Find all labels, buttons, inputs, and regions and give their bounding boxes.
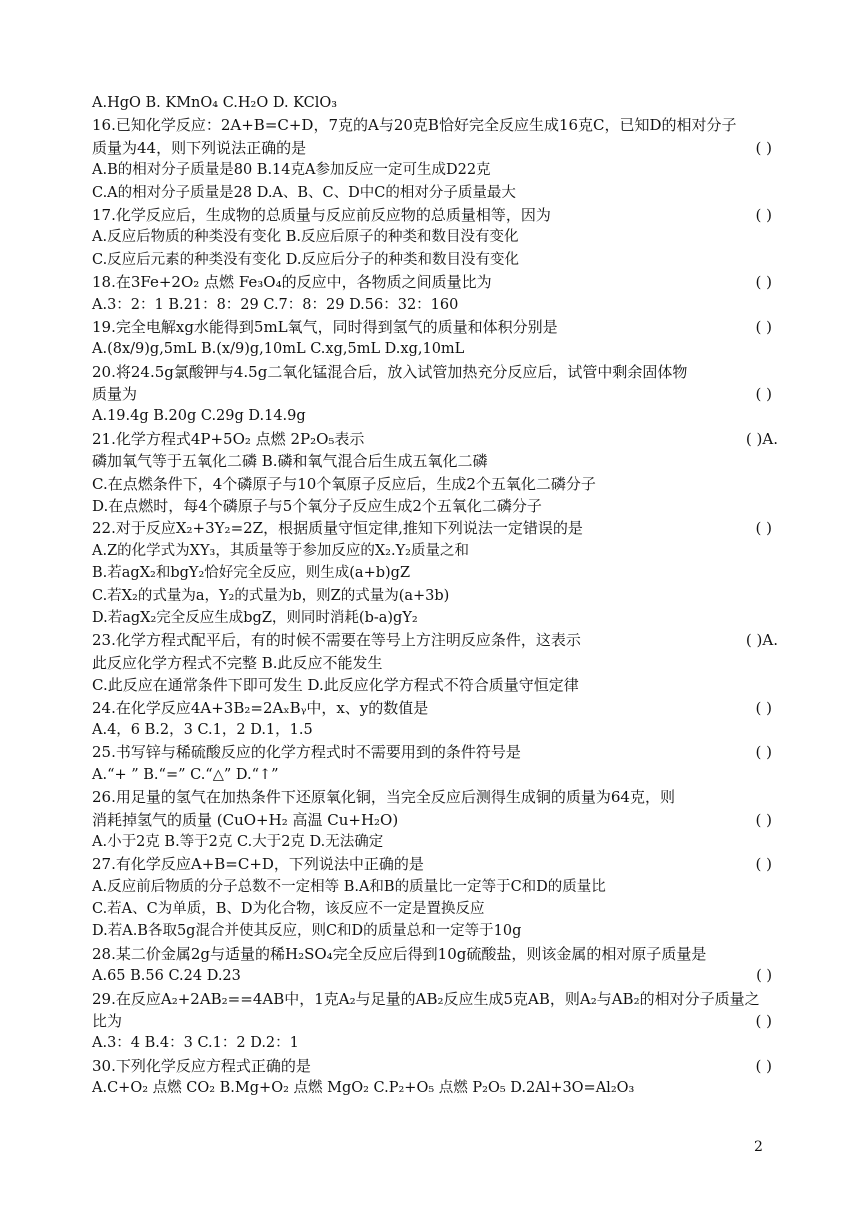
text-line — [92, 585, 772, 607]
line-text: 21.化学方程式4P+5O₂ 点燃 2P₂O₅表示 — [92, 429, 365, 448]
line-text: A.3：4 B.4：3 C.1：2 D.2：1 — [92, 1035, 299, 1052]
text-line — [92, 898, 772, 920]
line-text: D.若A.B各取5g混合并使其反应，则C和D的质量总和一定等于10g — [92, 923, 522, 940]
line-text: 29.在反应A₂+2AB₂==4AB中，1克A₂与足量的AB₂反应生成5克AB，则A₂与AB₂的相对分子质量之 — [92, 989, 760, 1008]
line-text: 质量为 — [92, 385, 138, 404]
answer-bracket: ( )A. — [745, 429, 778, 448]
line-text: 24.在化学反应4A+3B₂=2AₓBᵧ中，x、y的数值是 — [92, 698, 429, 717]
line-text: D.若agX₂完全反应生成bgZ，则同时消耗(b-a)gY₂ — [92, 609, 418, 626]
line-text: A.(8x/9)g,5mL B.(x/9)g,10mL C.xg,5mL D.xg,10mL — [92, 341, 465, 358]
line-text: 28.某二价金属2g与适量的稀H₂SO₄完全反应后得到10g硫酸盐，则该金属的相对原子质量是 — [92, 944, 707, 963]
text-line — [92, 316, 772, 338]
line-text: 比为 — [92, 1012, 123, 1031]
text-line — [92, 831, 772, 853]
text-line — [92, 249, 772, 271]
text-line — [92, 540, 772, 562]
line-text: C.若X₂的式量为a，Y₂的式量为b，则Z的式量为(a+3b) — [92, 587, 450, 604]
text-line — [92, 517, 772, 539]
line-text: 16.已知化学反应：2A+B=C+D，7克的A与20克B恰好完全反应生成16克C，已知D的相对分子 — [92, 116, 737, 135]
text-line — [92, 988, 772, 1010]
text-line — [92, 943, 772, 965]
line-text: D.在点燃时，每4个磷原子与5个氧分子反应生成2个五氧化二磷分子 — [92, 497, 542, 516]
line-text: A.HgO B. KMnO₄ C.H₂O D. KClO₃ — [92, 95, 338, 111]
line-text: A.反应后物质的种类没有变化 B.反应后原子的种类和数目没有变化 — [92, 229, 519, 246]
text-line — [92, 719, 772, 741]
text-line — [92, 182, 772, 204]
text-line — [92, 1032, 772, 1054]
text-line — [92, 294, 772, 316]
line-text: C.此反应在通常条件下即可发生 D.此反应化学方程式不符合质量守恒定律 — [92, 676, 579, 695]
line-text: A.C+O₂ 点燃 CO₂ B.Mg+O₂ 点燃 MgO₂ C.P₂+O₅ 点燃 P₂O₅ D.2Al+3O=Al₂O₃ — [92, 1080, 635, 1097]
text-line — [92, 159, 772, 181]
line-text: 27.有化学反应A+B=C+D，下列说法中正确的是 — [92, 855, 424, 874]
line-text: 26.用足量的氢气在加热条件下还原氧化铜，当完全反应后测得生成铜的质量为64克，则 — [92, 788, 675, 807]
answer-bracket: ( )A. — [745, 631, 778, 650]
text-line — [92, 652, 772, 674]
line-text: 25.书写锌与稀硫酸反应的化学方程式时不需要用到的条件符号是 — [92, 743, 521, 762]
answer-bracket: ( ) — [755, 519, 772, 538]
text-line — [92, 965, 772, 987]
answer-bracket: ( ) — [755, 810, 772, 829]
text-line — [92, 1055, 772, 1077]
text-line — [92, 495, 772, 517]
answer-bracket: ( ) — [755, 317, 772, 336]
text-line — [92, 428, 778, 450]
text-line — [92, 137, 772, 159]
answer-bracket: ( ) — [756, 968, 772, 985]
line-text: 22.对于反应X₂+3Y₂=2Z，根据质量守恒定律,推知下列说法一定错误的是 — [92, 519, 583, 538]
line-text: 19.完全电解xg水能得到5mL氧气，同时得到氢气的质量和体积分别是 — [92, 317, 558, 336]
text-line — [92, 920, 772, 942]
answer-bracket: ( ) — [755, 855, 772, 874]
text-line — [92, 1077, 772, 1099]
line-text: A.Z的化学式为XY₃，其质量等于参加反应的X₂.Y₂质量之和 — [92, 542, 469, 559]
text-line — [92, 809, 772, 831]
answer-bracket: ( ) — [755, 385, 772, 404]
line-text: 17.化学反应后，生成物的总质量与反应前反应物的总质量相等，因为 — [92, 205, 551, 224]
text-line — [92, 338, 772, 360]
line-text: A.反应前后物质的分子总数不一定相等 B.A和B的质量比一定等于C和D的质量比 — [92, 878, 606, 895]
text-line — [92, 697, 772, 719]
text-line — [92, 629, 778, 651]
line-text: C.若A、C为单质，B、D为化合物，该反应不一定是置换反应 — [92, 901, 485, 918]
answer-bracket: ( ) — [755, 273, 772, 292]
text-line — [92, 361, 772, 383]
text-line — [92, 1010, 772, 1032]
text-line — [92, 204, 772, 226]
answer-bracket: ( ) — [755, 743, 772, 762]
line-text: C.在点燃条件下，4个磷原子与10个氧原子反应后，生成2个五氧化二磷分子 — [92, 474, 596, 493]
line-text: 质量为44，则下列说法正确的是 — [92, 138, 307, 157]
text-line — [92, 607, 772, 629]
text-line — [92, 786, 772, 808]
text-line — [92, 562, 772, 584]
line-text: A.小于2克 B.等于2克 C.大于2克 D.无法确定 — [92, 833, 384, 850]
document-body — [92, 92, 778, 1100]
line-text: 18.在3Fe+2O₂ 点燃 Fe₃O₄的反应中，各物质之间质量比为 — [92, 273, 492, 292]
text-line — [92, 450, 772, 472]
page-number: 2 — [754, 1139, 763, 1155]
line-text: A.B的相对分子质量是80 B.14克A参加反应一定可生成D22克 — [92, 162, 491, 179]
answer-bracket: ( ) — [755, 698, 772, 717]
text-line — [92, 405, 772, 427]
line-text: A.3：2：1 B.21：8：29 C.7：8：29 D.56：32：160 — [92, 296, 459, 313]
text-line — [92, 473, 772, 495]
line-text: B.若agX₂和bgY₂恰好完全反应，则生成(a+b)gZ — [92, 565, 411, 582]
line-text: A.19.4g B.20g C.29g D.14.9g — [92, 408, 306, 425]
line-text: C.A的相对分子质量是28 D.A、B、C、D中C的相对分子质量最大 — [92, 184, 516, 201]
answer-bracket: ( ) — [755, 1056, 772, 1075]
text-line — [92, 764, 772, 786]
line-text: 20.将24.5g氯酸钾与4.5g二氧化锰混合后，放入试管加热充分反应后，试管中剩余固体物 — [92, 362, 688, 381]
text-line — [92, 226, 772, 248]
text-line — [92, 853, 772, 875]
line-text: A.“+ ” B.“=” C.“△” D.“↑” — [92, 766, 279, 783]
line-text: C.反应后元素的种类没有变化 D.反应后分子的种类和数目没有变化 — [92, 251, 520, 268]
line-text: 23.化学方程式配平后，有的时候不需要在等号上方注明反应条件，这表示 — [92, 631, 581, 650]
line-text: 消耗掉氢气的质量 (CuO+H₂ 高温 Cu+H₂O) — [92, 810, 399, 829]
line-text: A.65 B.56 C.24 D.23 — [92, 968, 241, 985]
text-line — [92, 92, 772, 114]
text-line — [92, 114, 772, 136]
text-line — [92, 741, 772, 763]
text-line — [92, 383, 772, 405]
line-text: A.4，6 B.2，3 C.1，2 D.1，1.5 — [92, 721, 313, 738]
line-text: 此反应化学方程式不完整 B.此反应不能发生 — [92, 653, 383, 672]
text-line — [92, 674, 772, 696]
answer-bracket: ( ) — [755, 1012, 772, 1031]
line-text: 磷加氧气等于五氧化二磷 B.磷和氧气混合后生成五氧化二磷 — [92, 452, 488, 471]
text-line — [92, 271, 772, 293]
answer-bracket: ( ) — [755, 138, 772, 157]
text-line — [92, 876, 772, 898]
answer-bracket: ( ) — [755, 205, 772, 224]
line-text: 30.下列化学反应方程式正确的是 — [92, 1056, 311, 1075]
